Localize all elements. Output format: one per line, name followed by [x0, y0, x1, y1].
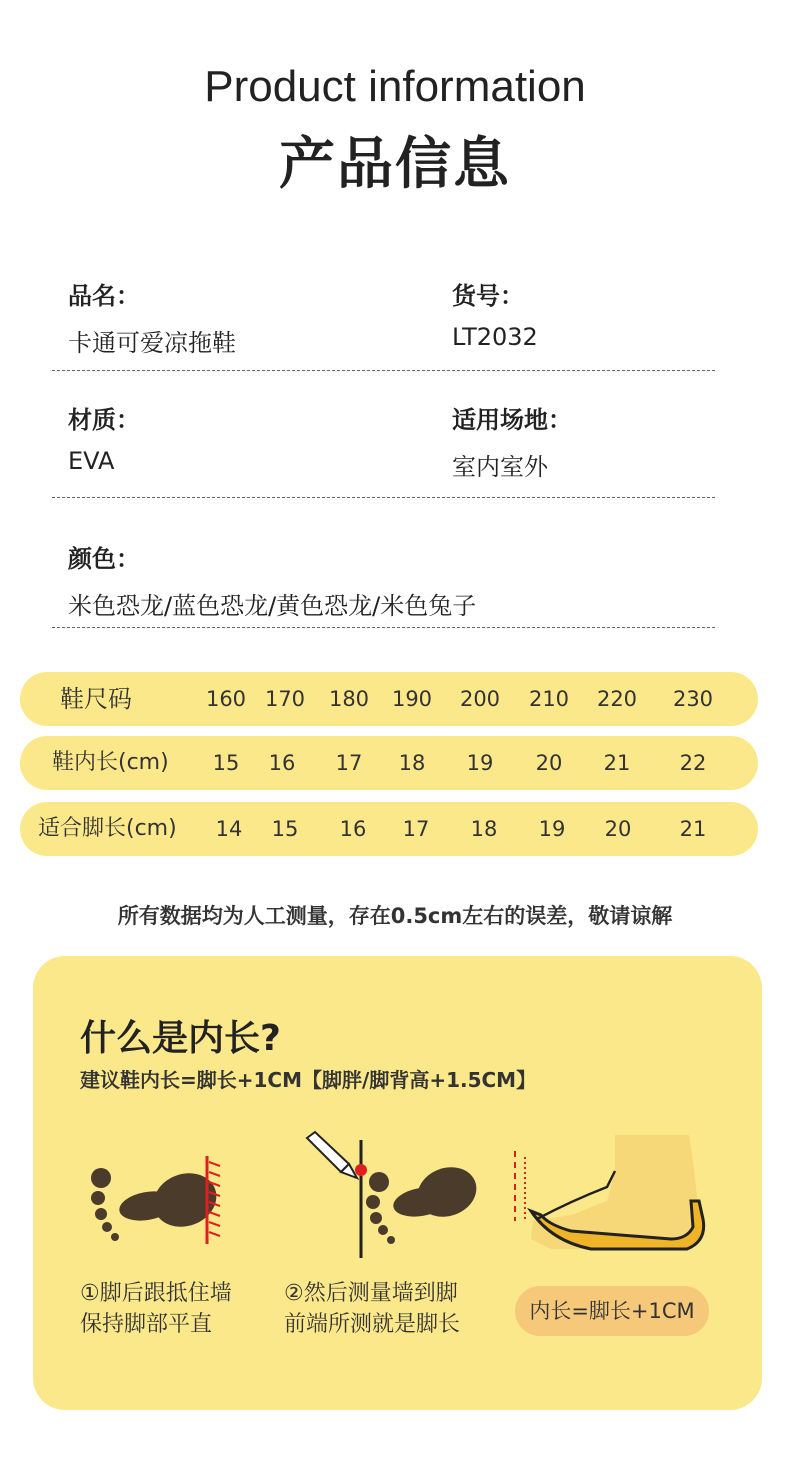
page-title-cn: 产品信息 — [279, 132, 511, 197]
table-cell: 15 — [271, 817, 299, 841]
size-row-foot-length — [20, 802, 758, 856]
info-usage — [452, 400, 572, 482]
guide-title: 什么是内长? — [80, 1018, 281, 1059]
info-value: LT2032 — [452, 323, 538, 351]
table-cell: 20 — [604, 817, 632, 841]
size-row-shoe-size — [20, 672, 758, 726]
step2-text — [284, 1278, 460, 1340]
table-cell: 19 — [538, 817, 566, 841]
row-label: 鞋尺码 — [60, 685, 132, 713]
step2-line2: 前端所测就是脚长 — [284, 1312, 461, 1337]
divider — [52, 370, 715, 371]
table-cell: 17 — [335, 751, 363, 775]
table-cell: 18 — [470, 817, 498, 841]
info-color — [68, 539, 476, 621]
info-value: 卡通可爱凉拖鞋 — [68, 329, 236, 357]
table-cell: 20 — [535, 751, 563, 775]
info-label: 颜色： — [68, 545, 140, 573]
info-item-number — [452, 276, 538, 351]
table-cell: 18 — [398, 751, 426, 775]
table-cell: 180 — [328, 687, 370, 711]
table-cell: 190 — [391, 687, 433, 711]
table-cell: 21 — [603, 751, 631, 775]
table-cell: 22 — [679, 751, 707, 775]
info-label: 材质： — [68, 406, 140, 434]
footprint-wall-icon — [85, 1156, 235, 1256]
formula-badge: 内长=脚长+1CM — [515, 1286, 709, 1336]
table-cell: 17 — [402, 817, 430, 841]
size-row-inner-length — [20, 736, 758, 790]
step1-text — [80, 1278, 232, 1340]
info-product-name — [68, 276, 236, 358]
pencil-measure-icon — [301, 1130, 481, 1260]
table-cell: 21 — [679, 817, 707, 841]
info-value: 室内室外 — [452, 453, 548, 481]
inner-length-guide — [33, 956, 762, 1410]
table-cell: 220 — [596, 687, 638, 711]
info-value: 米色恐龙/蓝色恐龙/黄色恐龙/米色兔子 — [68, 592, 477, 620]
divider — [52, 497, 715, 498]
step2-line1: ②然后测量墙到脚 — [284, 1281, 458, 1306]
guide-subtitle: 建议鞋内长=脚长+1CM【脚胖/脚背高+1.5CM】 — [80, 1068, 537, 1092]
table-cell: 230 — [672, 687, 714, 711]
table-cell: 210 — [528, 687, 570, 711]
table-cell: 16 — [339, 817, 367, 841]
table-cell: 200 — [459, 687, 501, 711]
step1-line1: ①脚后跟抵住墙 — [80, 1281, 232, 1306]
step1-line2: 保持脚部平直 — [80, 1312, 213, 1337]
row-label: 适合脚长(cm) — [38, 816, 177, 841]
table-cell: 14 — [215, 817, 243, 841]
info-label: 品名： — [68, 282, 140, 310]
info-label: 适用场地： — [452, 406, 572, 434]
divider — [52, 627, 715, 628]
table-cell: 19 — [466, 751, 494, 775]
page-title-en: Product information — [204, 62, 586, 111]
foot-in-shoe-icon — [511, 1131, 711, 1261]
table-cell: 170 — [264, 687, 306, 711]
table-cell: 16 — [268, 751, 296, 775]
info-value: EVA — [68, 447, 115, 475]
table-cell: 160 — [205, 687, 247, 711]
info-material — [68, 400, 140, 475]
row-label: 鞋内长(cm) — [52, 750, 169, 775]
table-cell: 15 — [212, 751, 240, 775]
measurement-note: 所有数据均为人工测量，存在0.5cm左右的误差，敬请谅解 — [117, 904, 673, 928]
info-label: 货号： — [452, 282, 524, 310]
